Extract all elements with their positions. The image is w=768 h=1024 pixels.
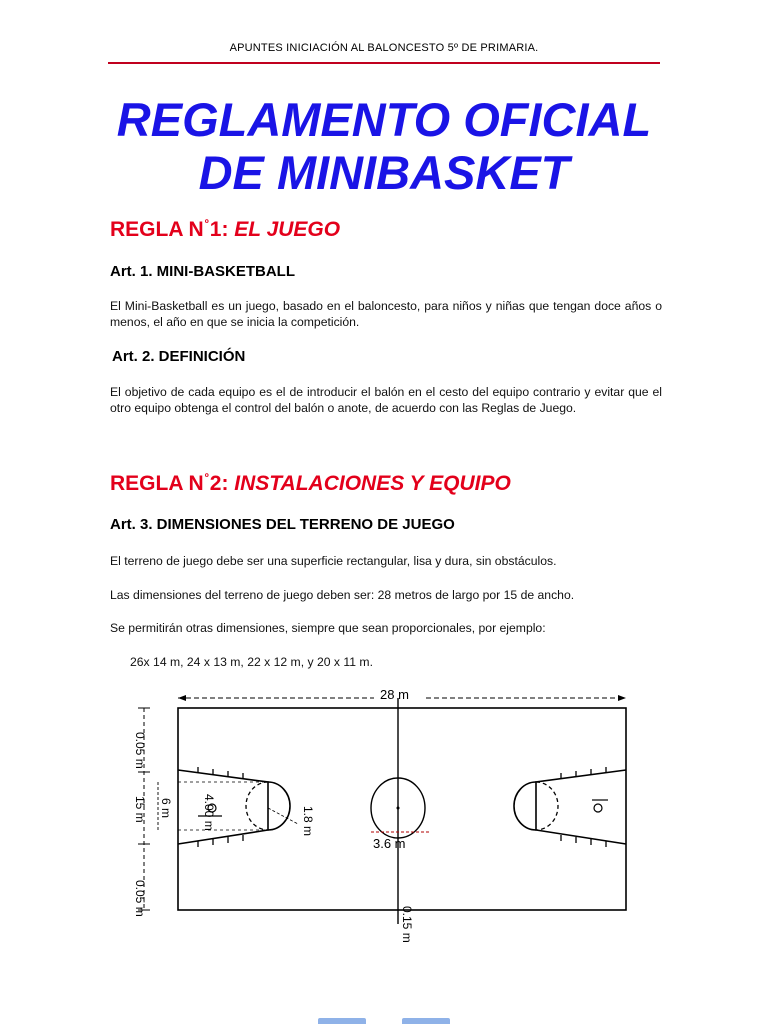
right-key [514, 767, 626, 847]
header-divider [108, 62, 660, 64]
section-number: 1: [209, 218, 235, 241]
page-tab-right [402, 1018, 450, 1024]
section-prefix: REGLA N [110, 218, 204, 241]
key-depth-label: 4.00 m [202, 794, 216, 831]
left-key [178, 767, 298, 847]
margin-top-label: 0.05 m [133, 732, 147, 769]
section-name: INSTALACIONES Y EQUIPO [234, 472, 511, 495]
title-line-2: DE MINIBASKET [198, 146, 570, 199]
circle-radius-label: 1.8 m [301, 806, 315, 837]
article-3-paragraph-1: El terreno de juego debe ser una superficie rectangular, lisa y dura, sin obstáculos. [110, 554, 557, 568]
margin-bottom-label: 0.05 m [133, 880, 147, 917]
section-heading-regla-2 [110, 472, 511, 496]
length-label: 28 m [380, 687, 409, 702]
section-name: EL JUEGO [234, 218, 341, 241]
court-diagram [118, 684, 648, 954]
article-3-paragraph-2: Las dimensiones del terreno de juego deben ser: 28 metros de largo por 15 de ancho. [110, 588, 575, 602]
article-3-paragraph-4: 26x 14 m, 24 x 13 m, 22 x 12 m, y 20 x 11 m. [130, 655, 373, 669]
section-heading-regla-1 [110, 218, 340, 242]
court-boundary [178, 708, 626, 910]
center-line-label: 0.15 m [400, 906, 414, 943]
article-3-heading: Art. 3. DIMENSIONES DEL TERRENO DE JUEGO [110, 516, 455, 533]
length-dimension [178, 687, 626, 702]
article-2-heading: Art. 2. DEFINICIÓN [112, 348, 246, 365]
document-title [0, 93, 768, 199]
article-1-text: El Mini-Basketball es un juego, basado en el baloncesto, para niños y niñas que tengan doce años o menos, el año en que se inicia la competición. [110, 299, 662, 329]
section-prefix: REGLA N [110, 472, 204, 495]
page-tab-left [318, 1018, 366, 1024]
section-degree: º [204, 218, 209, 230]
width-label: 15 m [133, 796, 147, 823]
article-3-paragraph-3: Se permitirán otras dimensiones, siempre que sean proporcionales, por ejemplo: [110, 621, 546, 635]
article-1-heading: Art. 1. MINI-BASKETBALL [110, 263, 295, 280]
key-width-label: 6 m [159, 798, 173, 819]
page-header: APUNTES INICIACIÓN AL BALONCESTO 5º DE PRIMARIA. [229, 42, 539, 54]
article-2-text: El objetivo de cada equipo es el de introducir el balón en el cesto del equipo contrario y evitar que el otro equipo obtenga el control del balón o anote, de acuerdo con las Reglas de Juego. [110, 385, 662, 415]
center-circle-label: 3.6 m [373, 836, 406, 851]
section-number: 2: [209, 472, 235, 495]
section-degree: º [204, 472, 209, 484]
title-line-1: REGLAMENTO OFICIAL [116, 93, 652, 146]
